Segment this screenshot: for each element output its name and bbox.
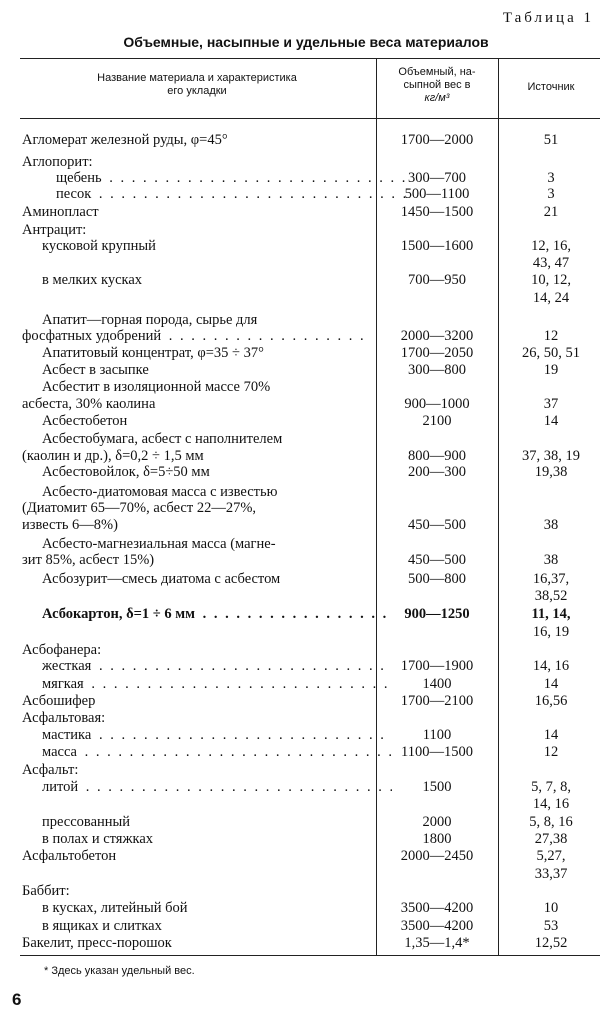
source-cell: 5,27, — [536, 848, 566, 864]
source-cell: 14 — [543, 676, 559, 692]
source-cell: 12, 16, — [531, 238, 571, 254]
source-cell: 38 — [543, 517, 559, 533]
material-name-text: Асфальтобетон — [22, 848, 117, 864]
material-name — [42, 726, 392, 744]
source-cell: 14, 24 — [532, 290, 570, 306]
material-name — [42, 899, 392, 917]
material-name — [22, 289, 372, 307]
material-name — [42, 430, 392, 448]
source-cell: 3 — [547, 170, 555, 186]
source-cell: 51 — [543, 132, 559, 148]
source-cell: 5, 8, 16 — [529, 814, 573, 830]
material-name — [42, 657, 392, 675]
material-name-text: песок — [56, 186, 92, 202]
material-name — [22, 795, 372, 813]
volume-weight-cell: 1400 — [422, 676, 452, 692]
source-cell: 37, 38, 19 — [522, 448, 580, 464]
material-name — [42, 378, 392, 396]
volume-weight-cell: 1100 — [422, 727, 452, 743]
material-name-text: мягкая — [42, 676, 84, 692]
volume-weight-cell: 1700—1900 — [400, 658, 474, 674]
material-name-text: кусковой крупный — [42, 238, 156, 254]
volume-weight-cell: 2100 — [422, 413, 452, 429]
material-name — [22, 865, 372, 883]
material-name — [42, 917, 392, 935]
source-cell: 38,52 — [534, 588, 568, 604]
volume-weight-cell: 500—1100 — [404, 186, 470, 202]
source-cell: 16, 19 — [532, 624, 570, 640]
volume-weight-cell: 500—800 — [408, 571, 466, 587]
volume-weight-cell: 900—1000 — [404, 396, 470, 412]
source-cell: 10, 12, — [531, 272, 571, 288]
material-name-text: фосфатных удобрений — [22, 328, 162, 344]
material-name-text: Асбестобетон — [42, 413, 128, 429]
material-name — [22, 327, 372, 345]
material-name — [22, 131, 372, 149]
material-name-text: зит 85%, асбест 15%) — [22, 552, 155, 568]
header-top-rule — [20, 58, 600, 59]
source-cell: 43, 47 — [532, 255, 570, 271]
volume-weight-cell: 2000—2450 — [400, 848, 474, 864]
material-name-text: Асбесто-магнезиальная масса (магне- — [42, 536, 276, 552]
material-name-text: масса — [42, 744, 77, 760]
material-name — [22, 692, 372, 710]
material-name-text: Асбокартон, δ=1 ÷ 6 мм — [42, 606, 195, 622]
source-cell: 14, 16 — [532, 658, 570, 674]
material-name-text: Асбестовойлок, δ=5÷50 мм — [42, 464, 210, 480]
material-name-text: в мелких кусках — [42, 272, 143, 288]
volume-weight-cell: 3500—4200 — [400, 900, 474, 916]
source-cell: 37 — [543, 396, 559, 412]
material-name — [22, 882, 372, 900]
material-name — [42, 830, 392, 848]
volume-weight-cell: 800—900 — [408, 448, 466, 464]
volume-weight-cell: 1450—1500 — [400, 204, 474, 220]
material-name — [42, 605, 392, 623]
material-name-text: (каолин и др.), δ=0,2 ÷ 1,5 мм — [22, 448, 204, 464]
volume-weight-cell: 1700—2000 — [400, 132, 474, 148]
material-name-text: в кусках, литейный бой — [42, 900, 188, 916]
volume-weight-cell: 1700—2100 — [400, 693, 474, 709]
volume-weight-cell: 1800 — [422, 831, 452, 847]
source-cell: 10 — [543, 900, 559, 916]
material-name-text: Апатитовый концентрат, φ=35 ÷ 37° — [42, 345, 264, 361]
material-name — [22, 761, 372, 779]
material-name — [22, 203, 372, 221]
header-volume-weight: Объемный, на- сыпной вес в кг/м³ — [398, 66, 476, 104]
volume-weight-cell: 200—300 — [408, 464, 466, 480]
source-cell: 14 — [543, 727, 559, 743]
material-name-text: Баббит: — [22, 883, 70, 899]
material-name — [22, 395, 372, 413]
volume-weight-cell: 3500—4200 — [400, 918, 474, 934]
source-cell: 27,38 — [534, 831, 568, 847]
source-cell: 21 — [543, 204, 559, 220]
volume-weight-cell: 300—700 — [408, 170, 466, 186]
volume-weight-cell: 900—1250 — [404, 606, 470, 622]
volume-weight-cell: 1700—2050 — [400, 345, 474, 361]
volume-weight-cell: 450—500 — [408, 517, 466, 533]
volume-weight-cell: 1500—1600 — [400, 238, 474, 254]
material-name — [42, 344, 392, 362]
material-name-text: мастика — [42, 727, 92, 743]
volume-weight-cell: 2000—3200 — [400, 328, 474, 344]
material-name — [42, 412, 392, 430]
material-name-text — [22, 290, 24, 306]
material-name-text — [22, 588, 24, 604]
volume-weight-cell: 1,35—1,4* — [404, 935, 470, 951]
material-name-text: щебень — [56, 170, 102, 186]
footnote: * Здесь указан удельный вес. — [44, 965, 195, 977]
header-source: Источник — [527, 81, 575, 93]
source-cell: 16,37, — [532, 571, 570, 587]
material-name — [42, 743, 392, 761]
material-name — [56, 185, 406, 203]
source-cell: 12 — [543, 744, 559, 760]
material-name-text: Асбестобумага, асбест с наполнителем — [42, 431, 283, 447]
material-name — [42, 570, 392, 588]
material-name-text — [22, 624, 24, 640]
source-cell: 19,38 — [534, 464, 568, 480]
material-name-text: (Диатомит 65—70%, асбест 22—27%, — [22, 500, 257, 516]
material-name — [22, 499, 372, 517]
material-name-text: Апатит—горная порода, сырье для — [42, 312, 258, 328]
material-name-text: в полах и стяжках — [42, 831, 154, 847]
material-name-text: Асбесто-диатомовая масса с известью — [42, 484, 278, 500]
material-name-text: асбеста, 30% каолина — [22, 396, 156, 412]
material-name — [42, 778, 392, 796]
material-name-text: известь 6—8%) — [22, 517, 118, 533]
material-name — [22, 623, 372, 641]
source-cell: 26, 50, 51 — [522, 345, 580, 361]
material-name-text: Асбозурит—смесь диатома с асбестом — [42, 571, 281, 587]
source-cell: 14, 16 — [532, 796, 570, 812]
material-name-text: Асфальтовая: — [22, 710, 106, 726]
volume-weight-cell: 700—950 — [408, 272, 466, 288]
material-name — [42, 361, 392, 379]
material-name-text: Антрацит: — [22, 222, 87, 238]
material-name-text: литой — [42, 779, 79, 795]
material-name-text: в ящиках и слитках — [42, 918, 162, 934]
source-cell: 5, 7, 8, — [531, 779, 571, 795]
material-name — [22, 934, 372, 952]
volume-weight-cell: 2000 — [422, 814, 452, 830]
table-bottom-rule — [20, 955, 600, 956]
material-name — [42, 463, 392, 481]
material-name-text: Аминопласт — [22, 204, 99, 220]
volume-weight-cell: 300—800 — [408, 362, 466, 378]
material-name — [42, 271, 392, 289]
material-name — [22, 709, 372, 727]
material-name — [22, 254, 372, 272]
header-bottom-rule — [20, 118, 600, 119]
material-name-text: Бакелит, пресс-порошок — [22, 935, 172, 951]
source-cell: 33,37 — [534, 866, 568, 882]
material-name — [22, 847, 372, 865]
material-name-text — [22, 866, 24, 882]
column-separator-2 — [498, 58, 499, 955]
source-cell: 12,52 — [534, 935, 568, 951]
material-name — [42, 813, 392, 831]
volume-weight-cell: 1100—1500 — [401, 744, 473, 760]
material-name-text: Асбест в засыпке — [42, 362, 149, 378]
source-cell: 14 — [543, 413, 559, 429]
material-name-text: Аглопорит: — [22, 154, 93, 170]
material-name — [22, 516, 372, 534]
source-cell: 16,56 — [534, 693, 568, 709]
material-name-text: Асфальт: — [22, 762, 79, 778]
material-name-text: Асбошифер — [22, 693, 96, 709]
material-name-text: жесткая — [42, 658, 92, 674]
material-name — [22, 551, 372, 569]
source-cell: 3 — [547, 186, 555, 202]
source-cell: 19 — [543, 362, 559, 378]
material-name-text: Агломерат железной руды, φ=45° — [22, 132, 228, 148]
material-name-text: Асбестит в изоляционной массе 70% — [42, 379, 271, 395]
source-cell: 38 — [543, 552, 559, 568]
material-name-text: прессованный — [42, 814, 131, 830]
material-name — [42, 237, 392, 255]
table-number: Таблица 1 — [502, 10, 594, 26]
material-name-text — [22, 255, 24, 271]
header-name: Название материала и характеристика его укладки — [97, 72, 297, 97]
source-cell: 11, 14, — [531, 606, 571, 622]
material-name-text: Асбофанера: — [22, 642, 102, 658]
volume-weight-cell: 450—500 — [408, 552, 466, 568]
page-number: 6 — [12, 990, 22, 1009]
table-caption: Объемные, насыпные и удельные веса материалов — [123, 34, 489, 50]
source-cell: 53 — [543, 918, 559, 934]
material-name-text — [22, 796, 24, 812]
volume-weight-cell: 1500 — [422, 779, 452, 795]
source-cell: 12 — [543, 328, 559, 344]
material-name — [42, 675, 392, 693]
material-name — [22, 587, 372, 605]
